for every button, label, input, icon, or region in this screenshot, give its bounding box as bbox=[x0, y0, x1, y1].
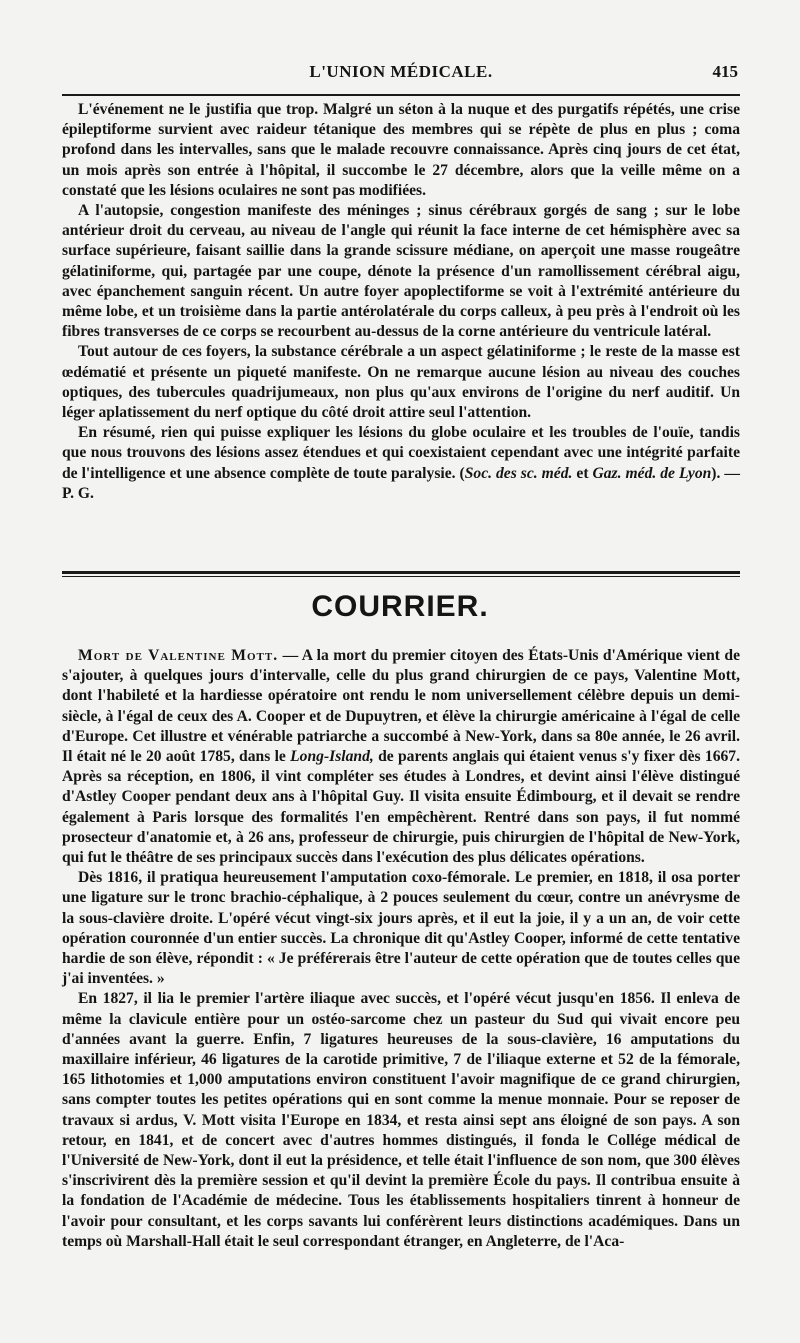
author-signature: ). — P. G. bbox=[62, 464, 740, 502]
case-report-text bbox=[62, 100, 740, 504]
case-paragraph-3: Tout autour de ces foyers, la substance cérébrale a un aspect gélatiniforme ; le reste de la masse est œdématié et présente un piqueté manifeste. On ne remarque aucune lésion au niveau des couches optiques, des tubercules quadrijumeaux, non plus qu'aux environs de l'origine du nerf auditif. Un léger aplatissement du nerf optique du côté droit attire seul l'attention. bbox=[62, 343, 740, 422]
section-heading: COURRIER. bbox=[311, 590, 489, 623]
courrier-text-b: de parents anglais qui étaient venus s'y fixer dès 1667. Après sa réception, en 1806, il vint compléter ses études à Londres, et devint ainsi l'élève distingué d'Astley Cooper pendant deux ans à l'hôpital Guy. Il visita ensuite Édimbourg, et il devait se rendre également à Paris lorsque des formalités l'en empêchèrent. Rentré dans son pays, il fut nommé prosecteur d'anatomie et, à 26 ans, professeur de chirurgie, puis chirurgien de l'hôpital de New-York, qui fut le théâtre de ses principaux succès dans l'exécution des plus délicates opérations. bbox=[62, 748, 740, 867]
journal-title: L'UNION MÉDICALE. bbox=[309, 62, 493, 81]
article-lead: Mort de Valentine Mott. bbox=[78, 647, 279, 664]
page-number: 415 bbox=[712, 62, 738, 81]
section-rule-top bbox=[62, 571, 740, 574]
courrier-text-a: — A la mort du premier citoyen des États-Unis d'Amérique vient de s'ajouter, à quelques jours d'intervalle, celle du plus grand chirurgien de ce pays, Valentine Mott, dont l'habileté et la hardiesse opératoire ont rendu le nom universellement célèbre depuis un demi-siècle, à l'égal de ceux des A. Cooper et de Dupuytren, et élève la chirurgie américaine à l'égal de celle d'Europe. Cet illustre et vénérable patriarche a succombé à New-York, dans sa 80e année, le 26 avril. Il était né le 20 août 1785, dans le bbox=[62, 647, 740, 766]
case-paragraph-1: L'événement ne le justifia que trop. Malgré un séton à la nuque et des purgatifs répétés, une crise épileptiforme survient avec raideur tétanique des membres qui se répète de plus en plus ; coma profond dans les intervalles, sans que le malade recouvre connaissance. Après cinq jours de cet état, un mois après son entrée à l'hôpital, il succombe le 27 décembre, alors que la veille même on a constaté que les lésions oculaires ne sont pas modifiées. bbox=[62, 101, 740, 199]
courrier-paragraph-3: En 1827, il lia le premier l'artère iliaque avec succès, et l'opéré vécut jusqu'en 1856. Il enleva de même la clavicule entière pour un ostéo-sarcome chez un pasteur du Sud qui vivait encore peu d'années avant la guerre. Enfin, 7 ligatures heureuses de la sous-clavière, 16 amputations du maxillaire inférieur, 46 ligatures de la carotide primitive, 7 de l'iliaque externe et 52 de la fémorale, 165 lithotomies et 1,000 amputations environ constituent l'avoir magnifique de ce grand chirurgien, sans compter toutes les petites opérations qui en sont comme la menue monnaie. Pour se reposer de travaux si ardus, V. Mott visita l'Europe en 1834, et resta ainsi sept ans éloigné de son pays. A son retour, en 1841, et de concert avec d'autres hommes distingués, il fonda le Collége médical de l'Université de New-York, dont il eut la présidence, et telle était l'influence de son nom, que 300 élèves s'inscrivirent dès la première session et qu'il devint la première École du pays. Il contribua ensuite à la fondation de l'Académie de médecine. Tous les établissements hospitaliers tinrent à honneur de l'avoir pour consultant, et les corps savants lui conférèrent leurs distinctions académiques. Dans un temps où Marshall-Hall était le seul correspondant étranger, en Angleterre, de l'Aca- bbox=[62, 990, 740, 1250]
case-paragraph-4 bbox=[62, 423, 740, 504]
section-rule-bottom bbox=[62, 576, 740, 577]
courrier-paragraph-2: Dès 1816, il pratiqua heureusement l'amputation coxo-fémorale. Le premier, en 1818, il osa porter une ligature sur le tronc brachio-céphalique, à 2 pouces seulement du cœur, contre un anévrysme de la sous-clavière droite. L'opéré vécut vingt-six jours après, et il eut la joie, il y a un an, de voir cette opération couronnée d'un entier succès. La chronique dit qu'Astley Cooper, informé de cette tentative hardie de son élève, répondit : « Je préférerais être l'auteur de cette opération que de toutes celles que j'ai inventées. » bbox=[62, 869, 740, 988]
header-rule bbox=[62, 94, 740, 96]
running-header bbox=[62, 58, 740, 88]
source-citation-2: Gaz. méd. de Lyon bbox=[592, 464, 712, 482]
summary-text: En résumé, rien qui puisse expliquer les lésions du globe oculaire et les troubles de l'ouïe, tandis que nous trouvons des lésions assez étendues et qui coexistaient cependant avec une intégrité parfaite de l'intelligence et une absence complète de toute paralysie. ( bbox=[62, 424, 740, 482]
courrier-paragraph-1 bbox=[62, 646, 740, 868]
place-name: Long-Island, bbox=[290, 748, 374, 766]
source-citation-1: Soc. des sc. méd. bbox=[464, 464, 573, 482]
citation-conjunction: et bbox=[572, 464, 593, 482]
courrier-text bbox=[62, 646, 740, 1252]
case-paragraph-2: A l'autopsie, congestion manifeste des méninges ; sinus cérébraux gorgés de sang ; sur le lobe antérieur droit du cerveau, au niveau de l'angle qui réunit la face interne de cet hémisphère avec sa surface supérieure, faisant saillie dans la grande scissure médiane, on aperçoit une masse rougeâtre gélatiniforme, qui, partagée par une coupe, dénote la présence d'un ramollissement cérébral aigu, avec épanchement sanguin récent. Un autre foyer apoplectiforme se voit à l'extrémité antérieure du même lobe, et un troisième dans la partie antérolatérale du corps calleux, à peu près à l'endroit où les fibres transverses de ce corps se recourbent au-dessus de la corne antérieure du ventricule latéral. bbox=[62, 202, 740, 341]
